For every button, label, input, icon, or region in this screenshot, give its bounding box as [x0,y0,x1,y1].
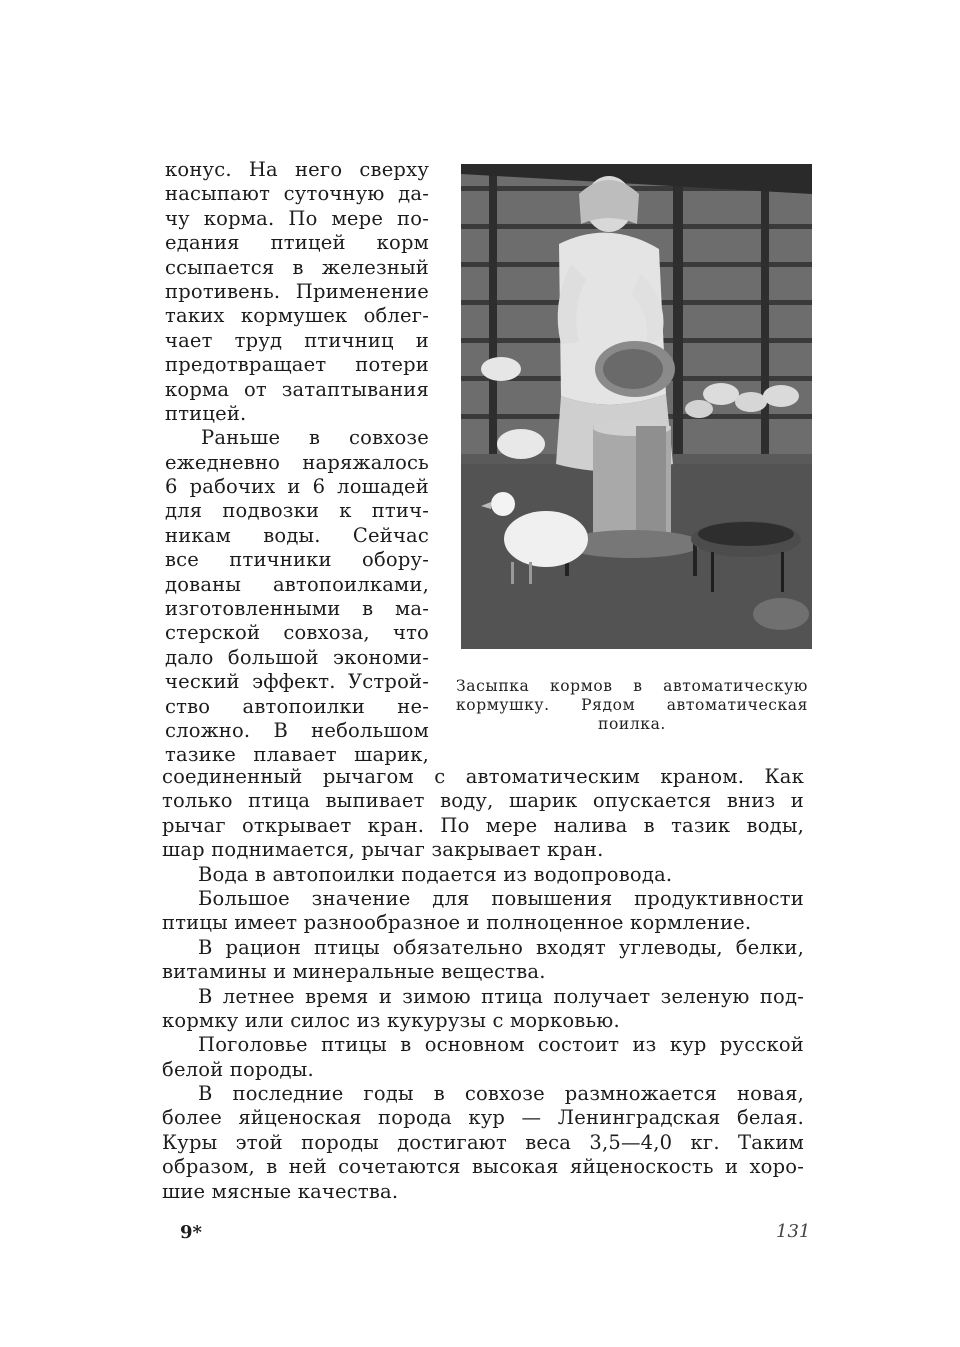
left-column-text [165,158,429,768]
text-line: тазике плавает шарик, [165,743,429,767]
text-line: В летнее время и зимою птица получает зеленую под- [198,984,804,1008]
text-line: конус. На него сверху [165,158,429,181]
text-line: ческий эффект. Устрой- [165,670,429,694]
text-line: никам воды. Сейчас [165,523,429,547]
text-line: 6 рабочих и 6 лошадей [165,475,429,499]
text-line: кормку или силос из кукурузы с морковью. [162,1008,620,1032]
text-line: витамины и минеральные вещества. [162,960,546,984]
text-line: Куры этой породы достигают веса 3,5—4,0 кг. Таким [162,1130,804,1154]
text-line: изготовленными в ма- [165,597,429,621]
text-line: предотвращает потери [165,353,429,377]
text-line: птицей. [165,401,247,425]
text-line: птицы имеет разнообразное и полноценное кормление. [162,911,752,935]
text-line: шие мясные качества. [162,1179,399,1203]
text-line: соединенный рычагом с автоматическим краном. Как [162,765,804,788]
text-line: таких кормушек облег- [165,304,429,328]
text-line: ежедневно наряжалось [165,450,429,474]
text-line: Вода в автопоилки подается из водопровода. [198,862,673,886]
text-line: дованы автопоилками, [165,572,429,596]
text-line: В рацион птицы обязательно входят углеводы, белки, [198,935,804,959]
text-line: ссыпается в железный [165,255,429,279]
caption-line: кормушку. Рядом автоматическая [456,696,808,714]
text-line: белой породы. [162,1057,314,1081]
text-line: В последние годы в совхозе размножается новая, [198,1082,804,1106]
page-number: 131 [776,1221,811,1242]
photo-illustration [461,164,812,649]
text-line: чает труд птичниц и [165,328,429,352]
signature-mark: 9* [180,1222,202,1243]
text-line: стерской совхоза, что [165,621,429,645]
text-line: ство автопоилки не- [165,694,429,718]
text-line: шар поднимается, рычаг закрывает кран. [162,838,604,862]
text-line: корма от затаптывания [165,377,429,401]
text-line: противень. Применение [165,279,429,303]
text-line: едания птицей корм [165,231,429,255]
photo-caption [456,677,808,734]
text-line: Большое значение для повышения продуктивности [198,886,804,910]
text-line: образом, в ней сочетаются высокая яйценоскость и хоро- [162,1155,804,1179]
text-line: чу корма. По мере по- [165,206,429,230]
text-line: дало большой экономи- [165,645,429,669]
text-line: сложно. В небольшом [165,718,429,742]
text-line: рычаг открывает кран. По мере налива в тазик воды, [162,813,804,837]
text-line: Раньше в совхозе [201,426,429,450]
full-width-text [162,765,804,1204]
caption-line: поилка. [598,715,666,733]
text-line: все птичники обору- [165,548,429,572]
text-line: Поголовье птицы в основном состоит из кур русской [198,1033,804,1057]
text-line: только птица выпивает воду, шарик опускается вниз и [162,789,804,813]
text-line: более яйценоская порода кур — Ленинградская белая. [162,1106,804,1130]
feeder-photo [461,164,812,649]
text-line: насыпают суточную да- [165,182,429,206]
text-line: для подвозки к птич- [165,499,429,523]
caption-line: Засыпка кормов в автоматическую [456,677,808,695]
